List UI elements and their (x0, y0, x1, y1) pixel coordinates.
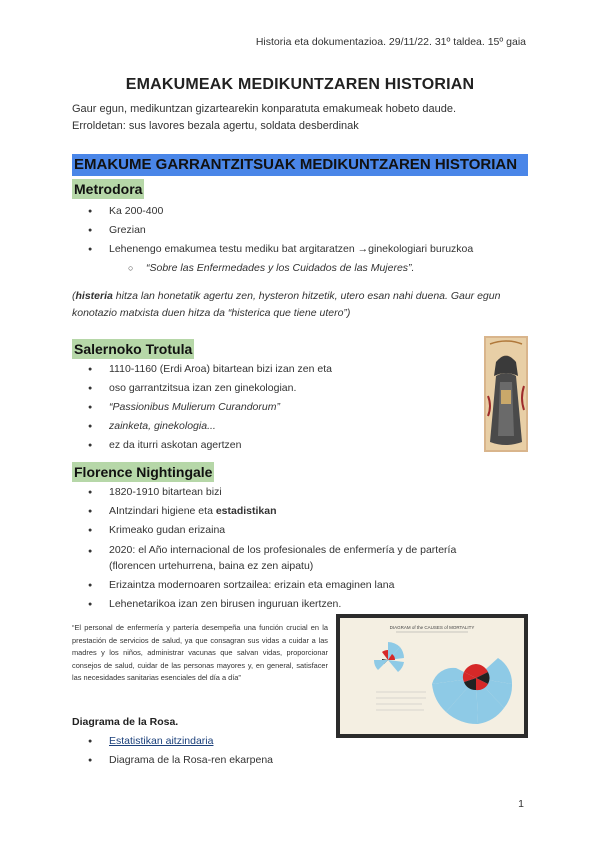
trotula-topics: zainketa, ginekologia... (109, 420, 216, 432)
list-item: ● Lehenetarikoa izan zen birusen inguruan ikertzen. (72, 595, 528, 614)
list-item: ● Ka 200-400 (72, 202, 473, 221)
heading-diagrama: Diagrama de la Rosa. (72, 716, 179, 728)
list-item: ● Erizaintza modernoaren sortzailea: erizain eta emaginen lana (72, 576, 528, 595)
list-item: ● Diagrama de la Rosa-ren ekarpena (72, 751, 273, 770)
trotula-book-title: “Passionibus Mulierum Curandorum” (109, 401, 280, 413)
rose-chart-title: DIAGRAM of the CAUSES of MORTALITY (389, 625, 475, 630)
trotula-list (72, 360, 332, 455)
rose-diagram-image (336, 614, 528, 738)
list-item (72, 398, 332, 417)
list-item: ● 1110-1160 (Erdi Aroa) bitartean bizi izan zen eta (72, 360, 332, 379)
histeria-note (72, 288, 528, 322)
list-item (72, 502, 528, 521)
page-header: Historia eta dokumentazioa. 29/11/22. 31º taldea. 15º gaia (255, 36, 526, 48)
quote-paragraph: “El personal de enfermería y partería desempeña una función crucial en la prestación de servicios de salud, ya que consagran sus vidas a cuidar a las madres y los niños, administrar vacunas que salvan vidas, proporcionar consejos de salud, cuidar de las personas mayores y, en general, satisfacer las necesidades sanitarias esenciales del día a día” (72, 623, 328, 682)
item-bold-text: estadistikan (215, 505, 277, 517)
list-item: ● 1820-1910 bitartean bizi (72, 483, 528, 502)
list-item: ● oso garrantzitsua izan zen ginekologian. (72, 379, 332, 398)
book-title: “Sobre las Enfermedades y los Cuidados de las Mujeres”. (146, 262, 415, 274)
list-item (72, 732, 273, 751)
note-keyword: histeria (75, 290, 113, 302)
item-text: AIntzindari higiene eta (109, 505, 216, 517)
item-line-1: 2020: el Año internacional de los profesionales de enfermería y de partería (109, 544, 457, 556)
metrodora-list (72, 202, 473, 278)
list-item: ● Lehenengo emakumea testu mediku bat argitaratzen →ginekologiari buruzkoa (72, 240, 473, 259)
list-item: ● Grezian (72, 221, 473, 240)
page-title: EMAKUMEAK MEDIKUNTZAREN HISTORIAN (125, 76, 475, 93)
list-sub-item (72, 259, 473, 278)
heading-nightingale: Florence Nightingale (74, 464, 213, 480)
heading-metrodora: Metrodora (74, 181, 143, 197)
section-heading: EMAKUME GARRANTZITSUAK MEDIKUNTZAREN HISTORIAN (72, 154, 528, 176)
intro-line-1: Gaur egun, medikuntzan gizartearekin konparatuta emakumeak hobeto daude. (72, 103, 457, 115)
item-line-2: (florencen urtehurrena, baina ez zen aipatu) (109, 560, 314, 572)
heading-trotula: Salernoko Trotula (74, 341, 193, 357)
trotula-portrait-image (484, 336, 528, 452)
list-item (72, 417, 332, 436)
statistics-pioneer-link[interactable]: Estatistikan aitzindaria (109, 735, 214, 747)
intro-line-2: Erroldetan: sus lavores bezala agertu, soldata desberdinak (72, 120, 359, 132)
nightingale-list (72, 483, 528, 614)
diagrama-list (72, 732, 273, 770)
list-item: ● ez da iturri askotan agertzen (72, 436, 332, 455)
list-item: ● Krimeako gudan erizaina (72, 521, 528, 540)
page-number: 1 (518, 798, 524, 810)
intro-paragraph (72, 101, 456, 135)
list-item (72, 540, 528, 576)
note-open: ( (72, 290, 76, 302)
note-text: hitza lan honetatik agertu zen, hysteron hitzetik, utero esan nahi duena. Gaur egun konotazio matxista duen hitza da “histerica que tiene utero”) (72, 290, 501, 319)
